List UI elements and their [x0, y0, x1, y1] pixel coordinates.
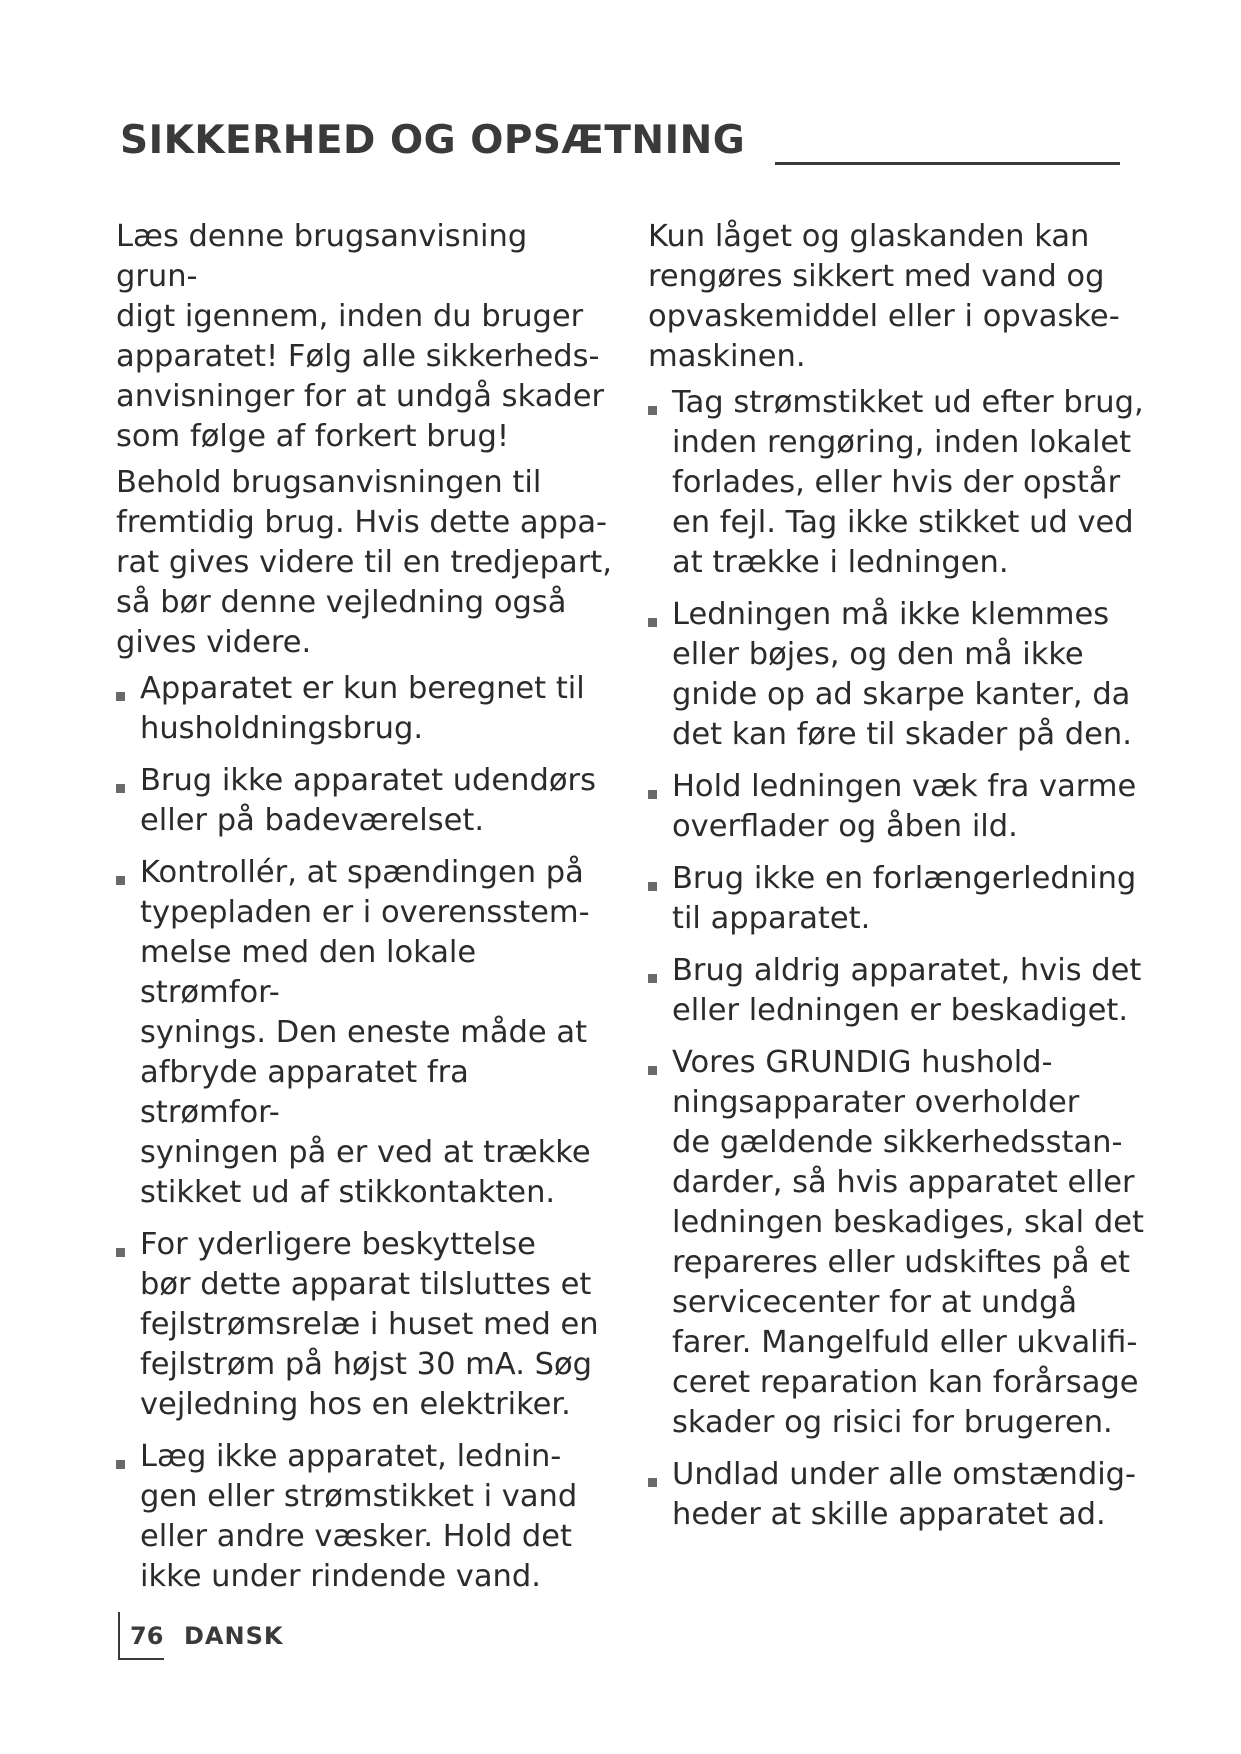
list-item-text: Apparatet er kun beregnet til husholdningsbrug. — [140, 671, 585, 746]
bullet-icon — [648, 974, 657, 983]
list-item-text: Ledningen må ikke klemmes eller bøjes, og den må ikke gnide op ad skarpe kanter, da det kan føre til skader på den. — [672, 597, 1132, 752]
list-item — [648, 595, 1148, 755]
list-item — [116, 761, 616, 841]
bullet-icon — [116, 784, 125, 793]
bullet-icon — [116, 1460, 125, 1469]
list-item — [116, 853, 616, 1213]
bullet-icon — [648, 1478, 657, 1487]
bullet-icon — [116, 876, 125, 885]
list-item-text: Læg ikke apparatet, lednin- gen eller strømstikket i vand eller andre væsker. Hold det ikke under rindende vand. — [140, 1439, 578, 1594]
list-item — [648, 1043, 1148, 1443]
list-item — [116, 1225, 616, 1425]
list-item-text: Undlad under alle omstændig- heder at skille apparatet ad. — [672, 1457, 1137, 1532]
list-item-text: Vores GRUNDIG hushold- ningsapparater overholder de gældende sikkerhedsstan- darder, så hvis apparatet eller ledningen beskadiges, skal det repareres eller udskiftes på et servicecenter for at undgå farer. Mangelfuld eller ukvalifi- ceret reparation kan forårsage skader og risici for brugeren. — [672, 1045, 1144, 1440]
right-column — [648, 217, 1148, 1547]
bullet-icon — [648, 406, 657, 415]
bullet-icon — [116, 692, 125, 701]
intro-paragraph: Kun låget og glaskanden kan rengøres sikkert med vand og opvaskemiddel eller i opvaske- maskinen. — [648, 219, 1120, 374]
page-header — [120, 118, 1120, 178]
list-item — [648, 1455, 1148, 1535]
list-item-text: For yderligere beskyttelse bør dette apparat tilsluttes et fejlstrømsrelæ i huset med en fejlstrøm på højst 30 mA. Søg vejledning hos en elektriker. — [140, 1227, 599, 1422]
list-item — [648, 767, 1148, 847]
footer-bar — [118, 1612, 120, 1660]
intro-paragraph: Behold brugsanvisningen til fremtidig brug. Hvis dette appa- rat gives videre til en tredjepart, så bør denne vejledning også gives videre. — [116, 465, 612, 660]
footer-underline — [118, 1658, 164, 1660]
language-label: DANSK — [184, 1622, 284, 1650]
bullet-icon — [648, 618, 657, 627]
bullet-icon — [116, 1248, 125, 1257]
page-number: 76 — [130, 1622, 164, 1650]
bullet-icon — [648, 882, 657, 891]
list-item — [648, 859, 1148, 939]
left-column — [116, 217, 616, 1609]
bullet-icon — [648, 790, 657, 799]
page-title: SIKKERHED OG OPSÆTNING — [120, 118, 746, 163]
list-item-text: Hold ledningen væk fra varme overflader og åben ild. — [672, 769, 1137, 844]
list-item — [648, 383, 1148, 583]
bullet-icon — [648, 1066, 657, 1075]
title-rule — [775, 162, 1120, 165]
intro-paragraph: Læs denne brugsanvisning grun- digt igennem, inden du bruger apparatet! Følg alle sikkerheds- anvisninger for at undgå skader som følge af forkert brug! — [116, 219, 605, 454]
list-item — [648, 951, 1148, 1031]
list-item — [116, 1437, 616, 1597]
list-item-text: Brug ikke apparatet udendørs eller på badeværelset. — [140, 763, 596, 838]
list-item-text: Brug aldrig apparatet, hvis det eller ledningen er beskadiget. — [672, 953, 1142, 1028]
list-item-text: Kontrollér, at spændingen på typepladen er i overensstem- melse med den lokale strømfor- synings. Den eneste måde at afbryde apparatet fra strømfor- syningen på er ved at trække stikket ud af stikkontakten. — [140, 855, 591, 1210]
list-item — [116, 669, 616, 749]
list-item-text: Brug ikke en forlængerledning til apparatet. — [672, 861, 1137, 936]
list-item-text: Tag strømstikket ud efter brug, inden rengøring, inden lokalet forlades, eller hvis der opstår en fejl. Tag ikke stikket ud ved at trække i ledningen. — [672, 385, 1144, 580]
